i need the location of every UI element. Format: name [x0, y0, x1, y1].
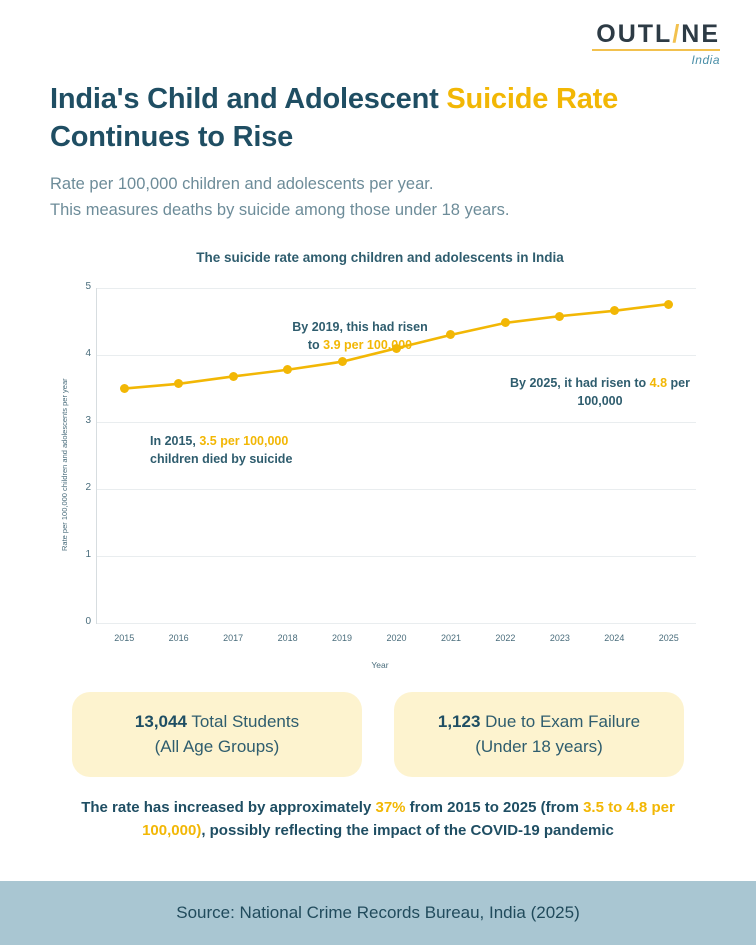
annotation-2015: [150, 432, 310, 468]
x-axis-tick: 2021: [440, 633, 461, 643]
stat-cards: [72, 692, 684, 777]
logo-slash: /: [672, 20, 682, 48]
chart-data-point: [229, 372, 238, 381]
source-text: Source: National Crime Records Bureau, India (2025): [176, 903, 580, 922]
x-axis-tick: 2024: [604, 633, 625, 643]
annotation-2015-pre: In 2015,: [150, 434, 200, 448]
x-axis-tick: 2023: [549, 633, 570, 643]
x-axis-tick: 2016: [168, 633, 189, 643]
footnote-part1: The rate has increased by approximately: [81, 799, 376, 816]
x-axis-tick: 2019: [332, 633, 353, 643]
annotation-2019-pre: By 2019, this had risen to: [292, 320, 428, 353]
stat-card-total-students: [72, 692, 362, 777]
page-title: [50, 80, 710, 157]
x-axis-tick: 2017: [223, 633, 244, 643]
logo-part1: OUTL: [596, 20, 673, 48]
stat-card-line1: [404, 710, 674, 735]
y-axis-tick: 4: [85, 348, 91, 359]
x-axis-tick: 2022: [495, 633, 516, 643]
annotation-2025: [505, 374, 695, 410]
annotation-2025-post: per 100,000: [577, 376, 690, 409]
logo-divider: [592, 49, 720, 51]
footnote-part2: from 2015 to 2025 (from: [405, 799, 584, 816]
y-axis-tick: 2: [85, 482, 91, 493]
stat-card-value: 1,123: [437, 712, 481, 731]
chart-data-point: [555, 312, 564, 321]
subtitle-line2: This measures deaths by suicide among those under 18 years.: [50, 200, 510, 219]
chart-container: [50, 250, 710, 670]
footnote-part3: , possibly reflecting the impact of the COVID-19 pandemic: [201, 822, 614, 840]
chart-data-point: [664, 300, 673, 309]
y-axis-tick: 3: [85, 415, 91, 426]
stat-card-label: Total Students: [186, 712, 300, 731]
y-axis-tick: 1: [85, 549, 91, 560]
headline-line1-accent: Suicide Rate: [446, 83, 619, 115]
logo-part2: NE: [681, 20, 720, 48]
summary-footnote: [48, 796, 708, 843]
stat-card-exam-failure: [394, 692, 684, 777]
x-axis-tick: 2020: [386, 633, 407, 643]
stat-card-sub: (All Age Groups): [154, 736, 280, 756]
stat-card-sub: (Under 18 years): [475, 736, 603, 756]
annotation-2015-value: 3.5 per 100,000: [199, 434, 289, 448]
logo-wordmark: [596, 22, 720, 47]
stat-card-line1: [82, 710, 352, 735]
headline-line1-plain: India's Child and Adolescent: [50, 83, 447, 115]
y-axis-label: Rate per 100,000 children and adolescents per year: [60, 378, 69, 552]
chart-data-point: [338, 357, 347, 366]
headline-line2: Continues to Rise: [50, 121, 294, 154]
logo-subtitle: India: [691, 53, 720, 67]
chart-plot-area: [50, 280, 710, 670]
chart-data-point: [120, 384, 129, 393]
footnote-highlight-range: 3.5 to 4.8 per 100,000): [142, 799, 675, 840]
chart-title: The suicide rate among children and adolescents in India: [196, 250, 564, 265]
y-axis-tick: 0: [85, 616, 91, 627]
x-axis-label: Year: [371, 660, 389, 670]
chart-gridline: [97, 623, 696, 624]
footnote-highlight-percent: 37%: [375, 799, 406, 816]
subtitle-line1: Rate per 100,000 children and adolescents per year.: [50, 175, 434, 193]
annotation-2019-value: 3.9 per 100,000: [323, 338, 413, 353]
stat-card-value: 13,044: [134, 712, 187, 731]
y-axis-tick: 5: [85, 281, 91, 292]
stat-card-label: Due to Exam Failure: [480, 712, 641, 731]
source-bar: [0, 881, 756, 945]
annotation-2015-post: children died by suicide: [150, 452, 293, 467]
x-axis-tick: 2018: [277, 633, 298, 643]
annotation-2025-pre: By 2025, it had risen to: [510, 376, 650, 390]
page-subtitle: [50, 172, 730, 223]
annotation-2019: [285, 318, 435, 354]
x-axis-tick: 2015: [114, 633, 135, 643]
x-axis-tick: 2025: [658, 633, 679, 643]
annotation-2025-value: 4.8: [649, 376, 668, 390]
brand-logo: [592, 22, 720, 66]
